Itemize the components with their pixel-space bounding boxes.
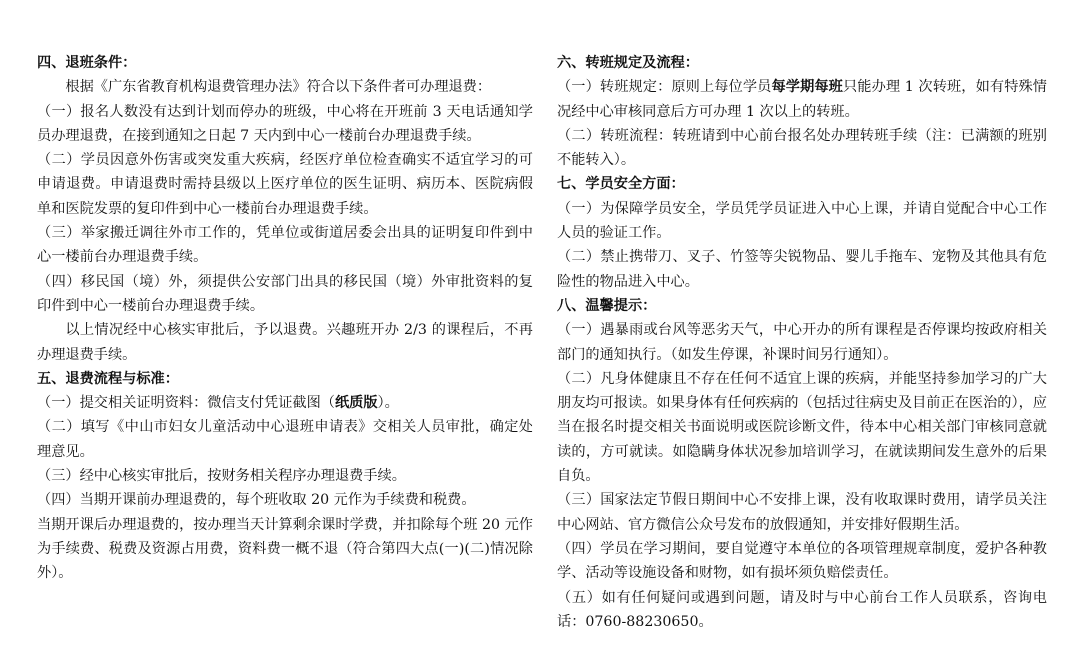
section-5-item-1-text-a: （一）提交相关证明资料：微信支付凭证截图（ <box>37 395 335 412</box>
section-5-item-1 <box>37 391 533 415</box>
section-7-item-1: （一）为保障学员安全，学员凭学员证进入中心上课，并请自觉配合中心工作人员的验证工作。 <box>557 200 1047 242</box>
section-4-item-2: （二）学员因意外伤害或突发重大疾病，经医疗单位检查确实不适宜学习的可申请退费。申请退费时需持县级以上医疗单位的医生证明、病历本、医院病假单和医院发票的复印件到中心一楼前台办理退费手续。 <box>37 152 533 217</box>
section-4-heading: 四、退班条件： <box>37 55 137 71</box>
section-6-item-1-emphasis: 每学期每班 <box>771 79 843 96</box>
section-5-heading: 五、退费流程与标准： <box>37 370 179 387</box>
section-4-note: 以上情况经中心核实审批后，予以退费。兴趣班开办 2/3 的课程后，不再办理退费手续。 <box>37 322 533 363</box>
section-5-item-2: （二）填写《中山市妇女儿童活动中心退班申请表》交相关人员审批，确定处理意见。 <box>37 419 533 460</box>
section-6-item-1-text-b: 只能办理 1 次转班，如有特殊情况经中心审核同意后方可办理 1 次以上的转班。 <box>557 79 1047 120</box>
section-5-item-3: （三）经中心核实审批后，按财务相关程序办理退费手续。 <box>37 468 406 485</box>
section-8-item-5: （五）如有任何疑问或遇到问题，请及时与中心前台工作人员联系，咨询电话：0760-88230650。 <box>557 589 1047 630</box>
section-5-item-4: （四）当期开课前办理退费的，每个班收取 20 元作为手续费和税费。 <box>37 492 476 509</box>
section-5-item-4-continued: 当期开课后办理退费的，按办理当天计算剩余课时学费，并扣除每个班 20 元作为手续费、税费及资源占用费，资料费一概不退（符合第四大点(一)(二)情况除外）。 <box>37 516 533 582</box>
section-8-heading: 八、温馨提示： <box>557 297 657 314</box>
section-4-item-3: （三）举家搬迁调往外市工作的，凭单位或街道居委会出具的证明复印件到中心一楼前台办理退费手续。 <box>37 225 533 266</box>
right-column <box>557 51 1047 634</box>
section-7-item-2: （二）禁止携带刀、叉子、竹签等尖锐物品、婴儿手拖车、宠物及其他具有危险性的物品进入中心。 <box>557 249 1047 290</box>
section-6-heading: 六、转班规定及流程： <box>557 55 699 71</box>
section-4-intro: 根据《广东省教育机构退费管理办法》符合以下条件者可办理退费： <box>65 79 492 96</box>
section-7-heading: 七、学员安全方面： <box>557 176 685 193</box>
section-5-item-1-text-b: ）。 <box>377 395 399 412</box>
section-8-item-2: （二）凡身体健康且不存在任何不适宜上课的疾病，并能坚持参加学习的广大朋友均可报读。如果身体有任何疾病的（包括过往病史及目前正在医治的），应当在报名时提交相关书面说明或医院诊断文件，待本中心相关部门审核同意就读的，方可就读。如隐瞒身体状况参加培训学习，在就读期间发生意外的后果自负。 <box>557 370 1047 485</box>
section-4-item-4: （四）移民国（境）外，须提供公安部门出具的移民国（境）外审批资料的复印件到中心一楼前台办理退费手续。 <box>37 273 533 314</box>
left-column <box>37 51 533 586</box>
section-8-item-4: （四）学员在学习期间，要自觉遵守本单位的各项管理规章制度，爱护各种教学、活动等设施设备和财物，如有损坏须负赔偿责任。 <box>557 540 1047 582</box>
section-6-item-1-text-a: （一）转班规定：原则上每位学员 <box>557 79 772 96</box>
section-5-item-1-emphasis: 纸质版 <box>334 395 378 412</box>
section-8-item-1: （一）遇暴雨或台风等恶劣天气，中心开办的所有课程是否停课均按政府相关部门的通知执行。（如发生停课，补课时间另行通知）。 <box>557 322 1047 363</box>
section-6-item-1 <box>557 75 1047 124</box>
section-8-item-3: （三）国家法定节假日期间中心不安排上课，没有收取课时费用，请学员关注中心网站、官方微信公众号发布的放假通知，并安排好假期生活。 <box>557 492 1047 533</box>
section-4-item-1: （一）报名人数没有达到计划而停办的班级，中心将在开班前 3 天电话通知学员办理退费，在接到通知之日起 7 天内到中心一楼前台办理退费手续。 <box>37 103 533 144</box>
section-6-item-2: （二）转班流程：转班请到中心前台报名处办理转班手续（注：已满额的班别不能转入）。 <box>557 127 1047 169</box>
